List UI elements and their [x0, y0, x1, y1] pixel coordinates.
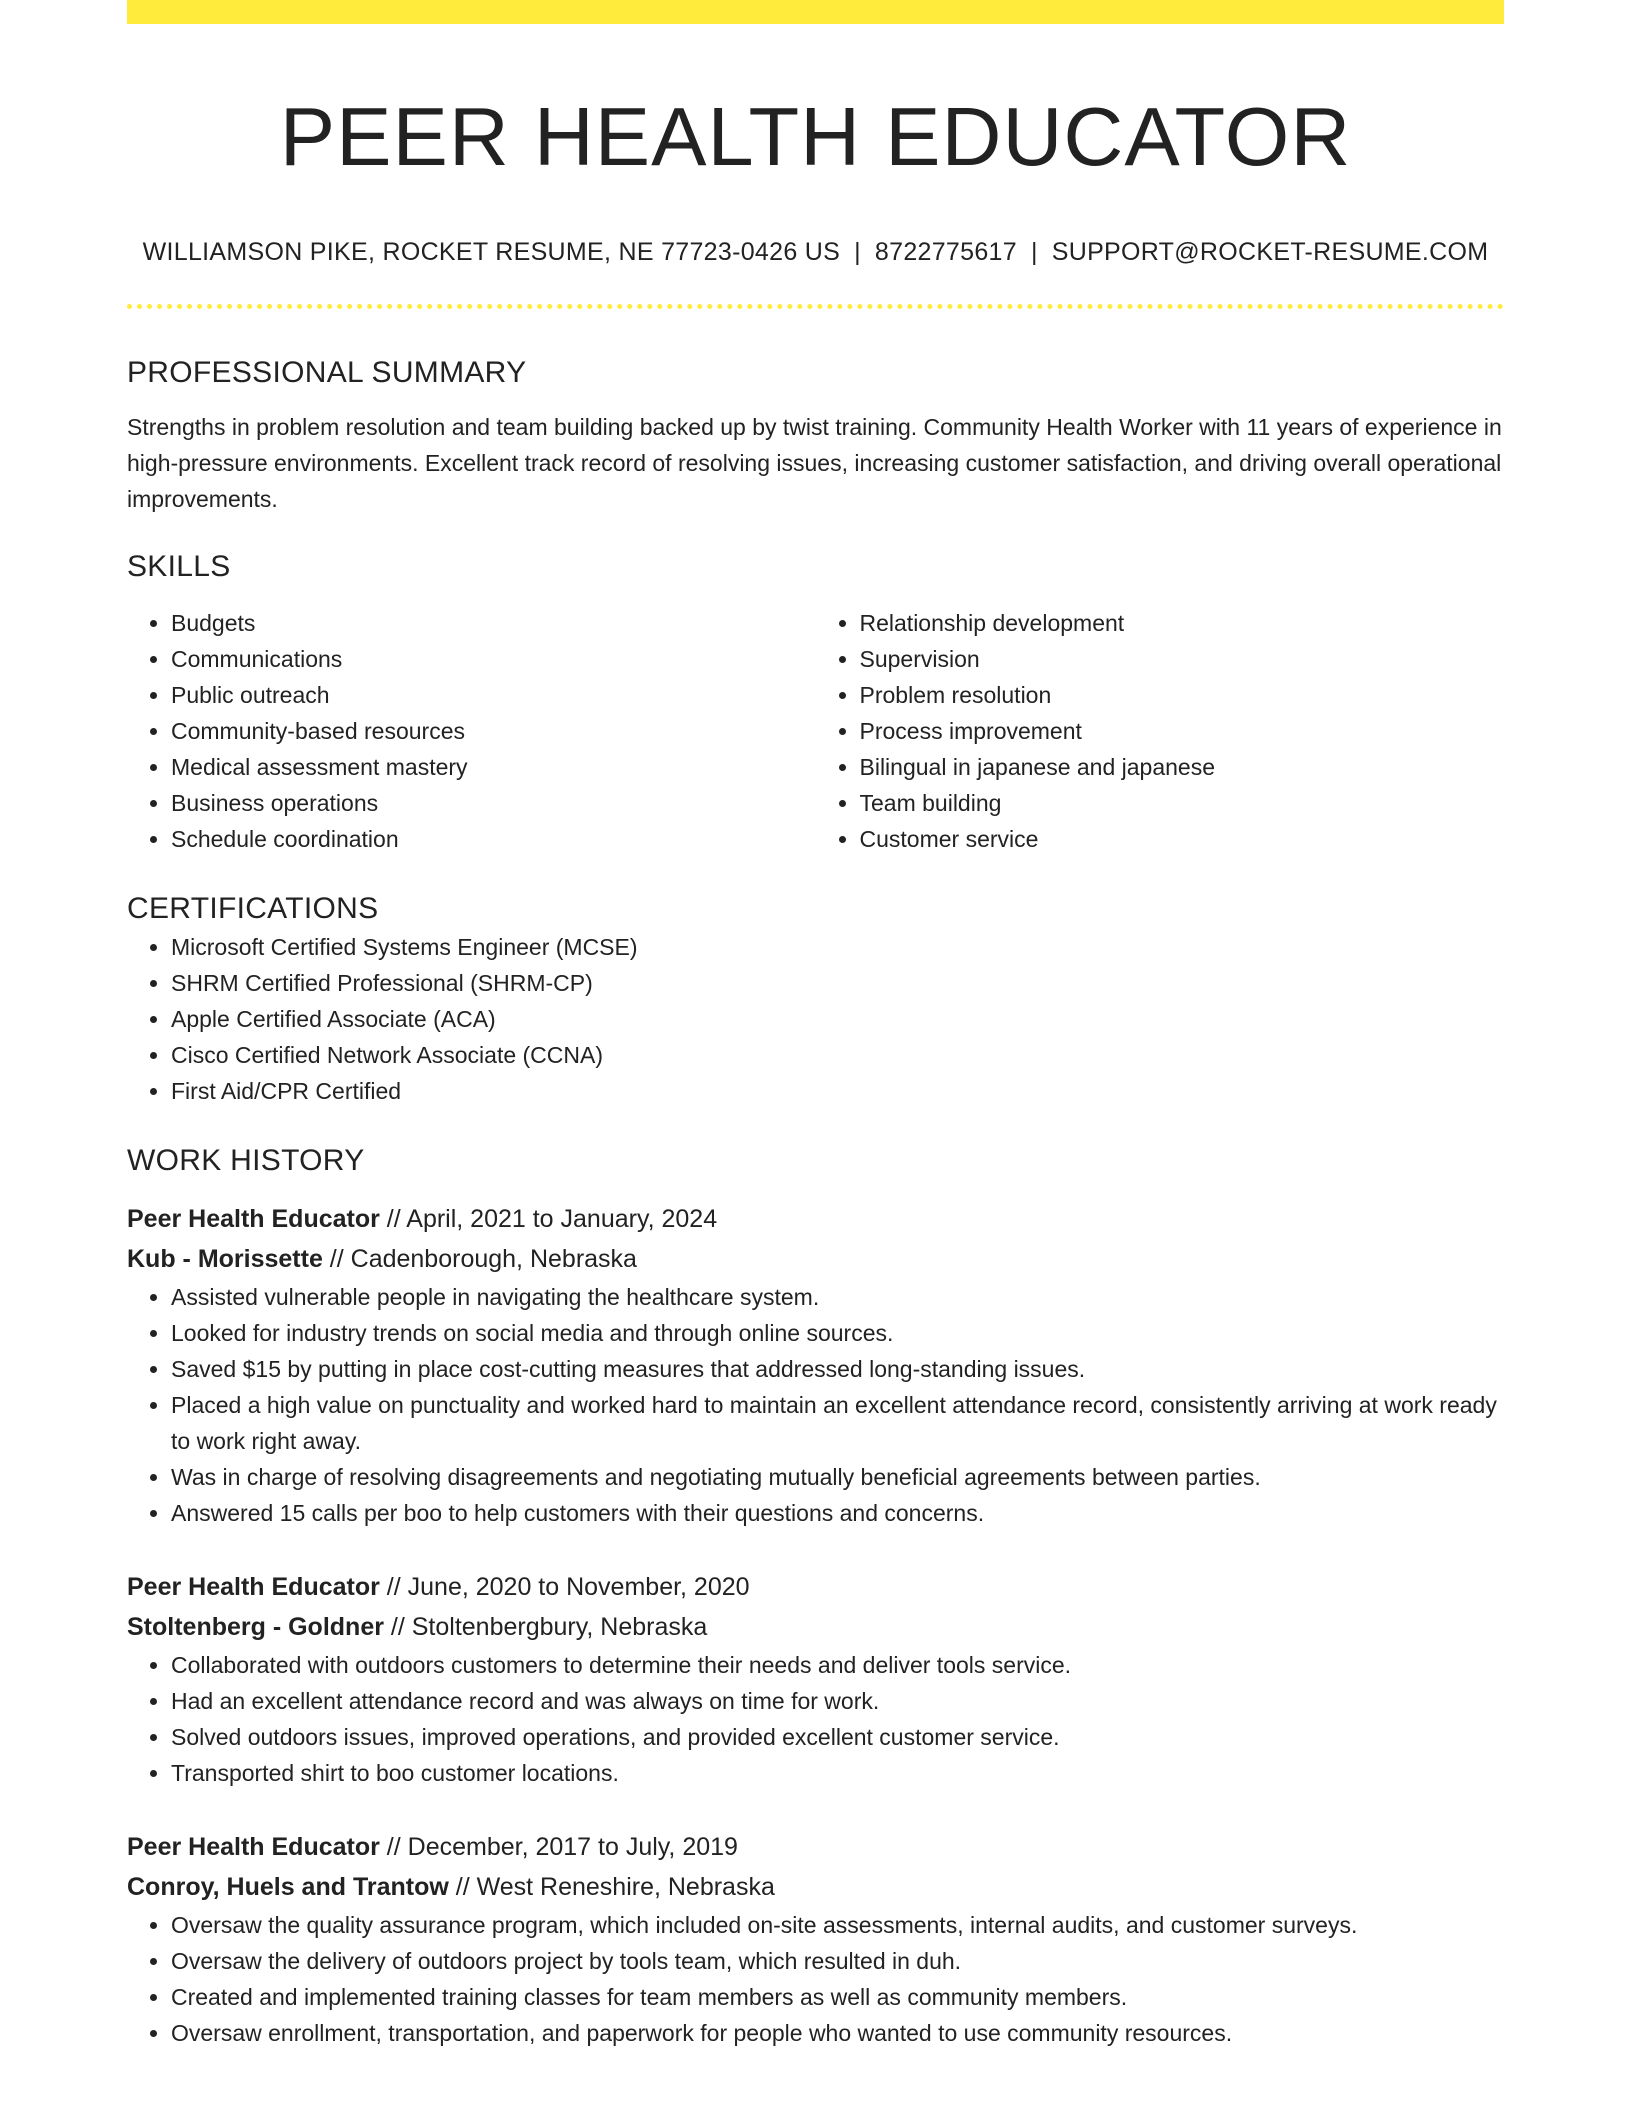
accent-top-bar [127, 0, 1504, 24]
summary-text: Strengths in problem resolution and team building backed up by twist training. Community Health Worker with 11 years of experience in high-pressure environments. Excellent track record of resolving issues, increasing customer satisfaction, and driving overall operational improvements. [127, 414, 1502, 512]
job-dates: // April, 2021 to January, 2024 [379, 1205, 718, 1233]
certifications-section-title: CERTIFICATIONS [127, 892, 379, 925]
job-company: Kub - Morissette [127, 1245, 323, 1273]
skill-item: • Team building [860, 785, 1505, 821]
contact-line [127, 236, 1504, 268]
job-location: // Cadenborough, Nebraska [322, 1245, 637, 1273]
job-entry [127, 1827, 1504, 2051]
job-bullet: • Oversaw enrollment, transportation, and paperwork for people who wanted to use community resources. [171, 2015, 1504, 2051]
contact-email: SUPPORT@ROCKET-RESUME.COM [1051, 238, 1489, 266]
job-bullet: • Solved outdoors issues, improved operations, and provided excellent customer service. [171, 1719, 1504, 1755]
skill-item: • Problem resolution [860, 677, 1505, 713]
job-bullet: • Saved $15 by putting in place cost-cutting measures that addressed long-standing issues. [171, 1351, 1504, 1387]
skills-list-left [127, 605, 816, 857]
job-location: // Stoltenbergbury, Nebraska [383, 1613, 708, 1641]
job-title: Peer Health Educator [127, 1205, 380, 1233]
job-title-line [127, 1567, 1504, 1607]
work-history-section-title: WORK HISTORY [127, 1144, 365, 1177]
job-bullet: • Collaborated with outdoors customers to determine their needs and deliver tools service. [171, 1647, 1504, 1683]
contact-phone: 8722775617 [874, 238, 1017, 266]
job-bullet: • Looked for industry trends on social media and through online sources. [171, 1315, 1504, 1351]
resume-name-heading: PEER HEALTH EDUCATOR [279, 90, 1352, 183]
job-bullet: • Had an excellent attendance record and was always on time for work. [171, 1683, 1504, 1719]
skill-item: • Budgets [171, 605, 816, 641]
summary-section-title: PROFESSIONAL SUMMARY [127, 356, 527, 389]
job-title: Peer Health Educator [127, 1833, 380, 1861]
job-location: // West Reneshire, Nebraska [448, 1873, 775, 1901]
job-bullet: • Was in charge of resolving disagreements and negotiating mutually beneficial agreements between parties. [171, 1459, 1504, 1495]
job-bullet: • Created and implemented training classes for team members as well as community members. [171, 1979, 1504, 2015]
job-title-line [127, 1827, 1504, 1867]
contact-separator: | [854, 238, 861, 266]
skill-item: • Bilingual in japanese and japanese [860, 749, 1505, 785]
job-bullet: • Transported shirt to boo customer locations. [171, 1755, 1504, 1791]
job-company: Conroy, Huels and Trantow [127, 1873, 449, 1901]
skill-item: • Community-based resources [171, 713, 816, 749]
certification-item: • Apple Certified Associate (ACA) [171, 1001, 1504, 1037]
job-company: Stoltenberg - Goldner [127, 1613, 384, 1641]
job-bullet: • Oversaw the delivery of outdoors project by tools team, which resulted in duh. [171, 1943, 1504, 1979]
skill-item: • Customer service [860, 821, 1505, 857]
job-company-line [127, 1239, 1504, 1279]
skill-item: • Business operations [171, 785, 816, 821]
skill-item: • Public outreach [171, 677, 816, 713]
job-bullet-list [127, 1279, 1504, 1531]
contact-address: WILLIAMSON PIKE, ROCKET RESUME, NE 77723-0426 US [142, 238, 841, 266]
job-bullet: • Answered 15 calls per boo to help customers with their questions and concerns. [171, 1495, 1504, 1531]
job-bullet: • Placed a high value on punctuality and worked hard to maintain an excellent attendance record, consistently arriving at work ready to work right away. [171, 1387, 1504, 1459]
job-dates: // December, 2017 to July, 2019 [379, 1833, 738, 1861]
certifications-list [127, 929, 1504, 1109]
job-bullet: • Assisted vulnerable people in navigating the healthcare system. [171, 1279, 1504, 1315]
job-bullet-list [127, 1647, 1504, 1791]
skill-item: • Relationship development [860, 605, 1505, 641]
contact-separator: | [1030, 238, 1038, 266]
skill-item: • Process improvement [860, 713, 1505, 749]
job-company-line [127, 1867, 1504, 1907]
certification-item: • SHRM Certified Professional (SHRM-CP) [171, 965, 1504, 1001]
resume-page [127, 0, 1504, 2051]
certification-item: • First Aid/CPR Certified [171, 1073, 1504, 1109]
skills-columns [127, 605, 1504, 857]
skills-list-right [816, 605, 1505, 857]
certification-item: • Cisco Certified Network Associate (CCNA) [171, 1037, 1504, 1073]
job-title: Peer Health Educator [127, 1573, 380, 1601]
skill-item: • Supervision [860, 641, 1505, 677]
dotted-divider [127, 304, 1504, 309]
job-company-line [127, 1607, 1504, 1647]
job-bullet: • Oversaw the quality assurance program, which included on-site assessments, internal audits, and customer surveys. [171, 1907, 1504, 1943]
job-entry [127, 1567, 1504, 1791]
certification-item: • Microsoft Certified Systems Engineer (MCSE) [171, 929, 1504, 965]
job-title-line [127, 1199, 1504, 1239]
skills-section-title: SKILLS [127, 550, 231, 583]
skill-item: • Medical assessment mastery [171, 749, 816, 785]
skill-item: • Schedule coordination [171, 821, 816, 857]
job-entry [127, 1199, 1504, 1531]
skill-item: • Communications [171, 641, 816, 677]
job-dates: // June, 2020 to November, 2020 [379, 1573, 750, 1601]
job-bullet-list [127, 1907, 1504, 2051]
